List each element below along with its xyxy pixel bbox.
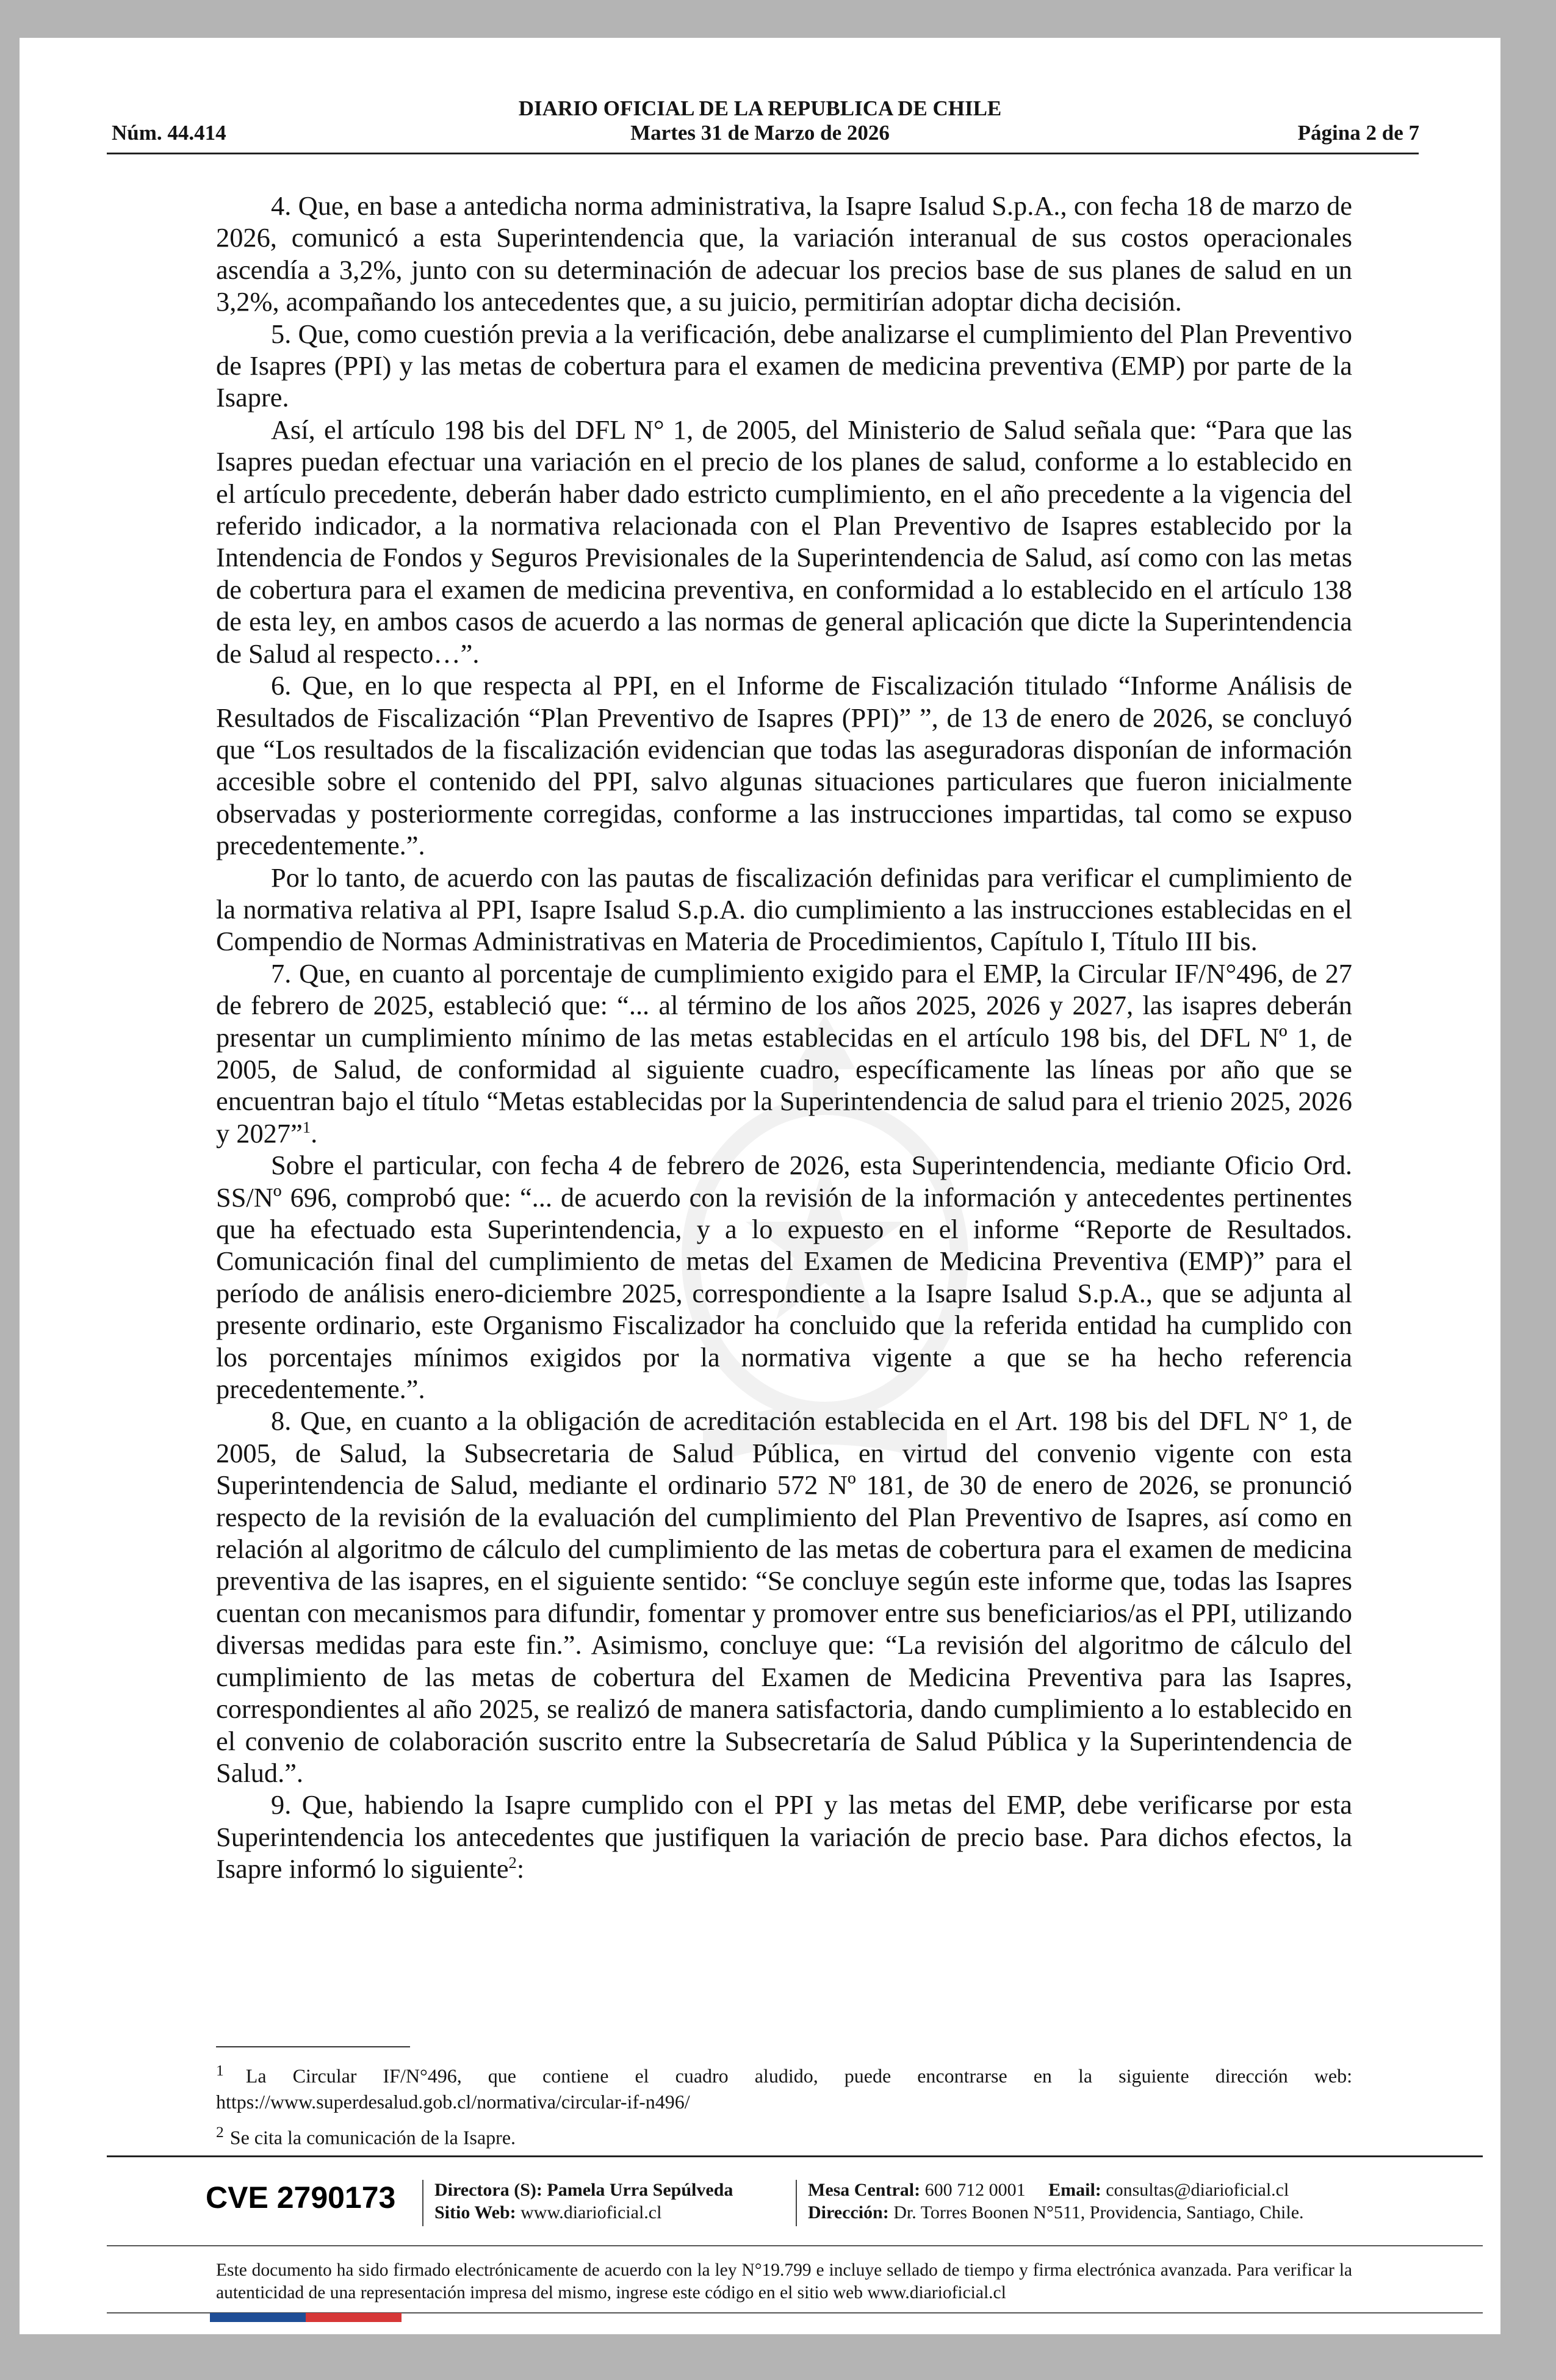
- address-label: Dirección:: [808, 2202, 889, 2223]
- paragraph-6-conclusion: Por lo tanto, de acuerdo con las pautas de fiscalización definidas para verificar el cumplimiento de la normativa relativa al PPI, Isapre Isalud S.p.A. dio cumplimiento a las instrucciones establecidas en el Compendio de Normas Administrativas en Materia de Procedimientos, Capítulo I, Título III bis.: [216, 862, 1352, 957]
- director-line: [434, 2179, 733, 2201]
- footer-separator: [796, 2180, 797, 2226]
- flag-stripe-blue: [210, 2313, 306, 2322]
- footnote-2-number: 2: [216, 2122, 224, 2141]
- address-line: [808, 2201, 1304, 2224]
- footer-middle-divider: [107, 2245, 1483, 2246]
- footer-editor-info: [434, 2179, 733, 2224]
- footnote-2: [216, 2119, 1352, 2151]
- paragraph-5-quote: Así, el artículo 198 bis del DFL N° 1, de 2005, del Ministerio de Salud señala que: “Para que las Isapres puedan efectuar una variación en el precio de los planes de salud, conforme a lo establecido en el artículo precedente, deberán haber dado estricto cumplimiento, en el año precedente a la vigencia del referido indicador, a la normativa relacionada con el Plan Preventivo de Isapres establecido por la Intendencia de Fondos y Seguros Previsionales de la Superintendencia de Salud, así como con las metas de cobertura para el examen de medicina preventiva, en conformidad a lo establecido en el artículo 138 de esta ley, en ambos casos de acuerdo a las normas de general aplicación que dicte la Superintendencia de Salud al respecto…”.: [216, 414, 1352, 669]
- cve-code: CVE 2790173: [206, 2180, 396, 2215]
- footnote-1-number: 1: [216, 2061, 224, 2079]
- footer-contact-info: [808, 2179, 1304, 2224]
- email-label: Email:: [1048, 2180, 1101, 2200]
- footnotes: [216, 2058, 1352, 2155]
- publication-title: DIARIO OFICIAL DE LA REPUBLICA DE CHILE: [518, 96, 1002, 120]
- paragraph-5: 5. Que, como cuestión previa a la verificación, debe analizarse el cumplimiento del Plan Preventivo de Isapres (PPI) y las metas de cobertura para el examen de medicina preventiva (EMP) por parte de la Isapre.: [216, 318, 1352, 413]
- issue-number: Núm. 44.414: [112, 121, 226, 145]
- page-number: Página 2 de 7: [1297, 121, 1419, 145]
- paragraph-7-oficio: Sobre el particular, con fecha 4 de febrero de 2026, esta Superintendencia, mediante Oficio Ord. SS/Nº 696, comprobó que: “... de acuerdo con la revisión de la información y antecedentes pertinentes que ha efectuado esta Superintendencia, y a lo expuesto en el informe “Reporte de Resultados. Comunicación final del cumplimiento de metas del Examen de Medicina Preventiva (EMP)” para el período de análisis enero-diciembre 2025, correspondiente a la Isapre Isalud S.p.A., que se adjunta al presente ordinario, este Organismo Fiscalizador ha concluido que la referida entidad ha cumplido con los porcentajes mínimos exigidos por la normativa vigente a que se ha hecho referencia precedentemente.”.: [216, 1150, 1352, 1405]
- paragraph-7-text: 7. Que, en cuanto al porcentaje de cumplimiento exigido para el EMP, la Circular IF/N°496, de 27 de febrero de 2025, estableció que: “... al término de los años 2025, 2026 y 2027, las isapres deberán presentar un cumplimiento mínimo de las metas establecidas en el artículo 198 bis, del DFL Nº 1, de 2005, de Salud, de conformidad al siguiente cuadro, específicamente las líneas por año que se encuentran bajo el título “Metas establecidas por la Superintendencia de salud para el trienio 2025, 2026 y 2027”: [216, 957, 1352, 1149]
- header-divider: [107, 153, 1419, 154]
- body-text: [216, 190, 1352, 1885]
- phone-number: 600 712 0001: [924, 2180, 1026, 2200]
- legal-notice: Este documento ha sido firmado electrónicamente de acuerdo con la ley N°19.799 e incluye sellado de tiempo y firma electrónica avanzada. Para verificar la autenticidad de una representación impresa del mismo, ingrese este código en el sitio web www.diarioficial.cl: [216, 2260, 1352, 2302]
- website-link[interactable]: www.diarioficial.cl: [520, 2202, 662, 2223]
- footnote-2-text: Se cita la comunicación de la Isapre.: [229, 2126, 516, 2149]
- director-label: Directora (S):: [434, 2180, 542, 2200]
- footnote-ref-2[interactable]: 2: [508, 1853, 517, 1872]
- paragraph-6: 6. Que, en lo que respecta al PPI, en el Informe de Fiscalización titulado “Informe Análisis de Resultados de Fiscalización “Plan Preventivo de Isapres (PPI)” ”, de 13 de enero de 2026, se concluyó que “Los resultados de la fiscalización evidencian que todas las aseguradoras disponían de información accesible sobre el contenido del PPI, salvo algunas situaciones particulares que fueron inicialmente observadas y posteriormente corregidas, conforme a las instrucciones impartidas, tal como se expuso precedentemente.”.: [216, 670, 1352, 861]
- footnote-ref-1[interactable]: 1: [302, 1117, 311, 1136]
- website-label: Sitio Web:: [434, 2202, 516, 2223]
- director-name: Pamela Urra Sepúlveda: [547, 2180, 733, 2200]
- paragraph-9: [216, 1789, 1352, 1884]
- flag-stripe-red: [306, 2313, 402, 2322]
- issue-date: Martes 31 de Marzo de 2026: [630, 121, 890, 145]
- footer-top-divider: [107, 2155, 1483, 2157]
- footnote-1-text: La Circular IF/N°496, que contiene el cuadro aludido, puede encontrarse en la siguiente dirección web: https://www.superdesalud.gob.cl/normativa/circular-if-n496/: [216, 2064, 1352, 2113]
- document-page: [20, 38, 1500, 2334]
- paragraph-9-text: 9. Que, habiendo la Isapre cumplido con el PPI y las metas del EMP, debe verificarse por esta Superintendencia los antecedentes que justifiquen la variación de precio base. Para dichos efectos, la Isapre informó lo siguiente: [216, 1789, 1352, 1884]
- paragraph-7: [216, 957, 1352, 1149]
- footnote-divider: [216, 2046, 410, 2047]
- paragraph-8: 8. Que, en cuanto a la obligación de acreditación establecida en el Art. 198 bis del DFL N° 1, de 2005, de Salud, la Subsecretaria de Salud Pública, en virtud del convenio vigente con esta Superintendencia de Salud, mediante el ordinario 572 Nº 181, de 30 de enero de 2026, se pronunció respecto de la revisión de la evaluación del cumplimiento del Plan Preventivo de Isapres, así como en relación al algoritmo de cálculo del cumplimiento de las metas de cobertura para el examen de medicina preventiva de las isapres, en el siguiente sentido: “Se concluye según este informe que, todas las Isapres cuentan con mecanismos para difundir, fomentar y promover entre sus beneficiarios/as el PPI, utilizando diversas medidas para este fin.”. Asimismo, concluye que: “La revisión del algoritmo de cálculo del cumplimiento de las metas de cobertura del Examen de Medicina Preventiva para las Isapres, correspondientes al año 2025, se realizó de manera satisfactoria, dando cumplimiento a lo establecido en el convenio de colaboración suscrito entre la Subsecretaría de Salud Pública y la Superintendencia de Salud.”.: [216, 1405, 1352, 1788]
- footnote-1: [216, 2058, 1352, 2115]
- paragraph-4: 4. Que, en base a antedicha norma administrativa, la Isapre Isalud S.p.A., con fecha 18 de marzo de 2026, comunicó a esta Superintendencia que, la variación interanual de sus costos operacionales ascendía a 3,2%, junto con su determinación de adecuar los precios base de sus planes de salud en un 3,2%, acompañando los antecedentes que, a su juicio, permitirían adoptar dicha decisión.: [216, 190, 1352, 317]
- phone-label: Mesa Central:: [808, 2180, 921, 2200]
- paragraph-7-end: .: [311, 1117, 318, 1149]
- website-line: [434, 2201, 733, 2224]
- email-link[interactable]: consultas@diarioficial.cl: [1106, 2180, 1289, 2200]
- contact-line: [808, 2179, 1304, 2201]
- address-value: Dr. Torres Boonen N°511, Providencia, Santiago, Chile.: [893, 2202, 1304, 2223]
- footer-separator: [422, 2180, 423, 2226]
- paragraph-9-end: :: [516, 1853, 525, 1884]
